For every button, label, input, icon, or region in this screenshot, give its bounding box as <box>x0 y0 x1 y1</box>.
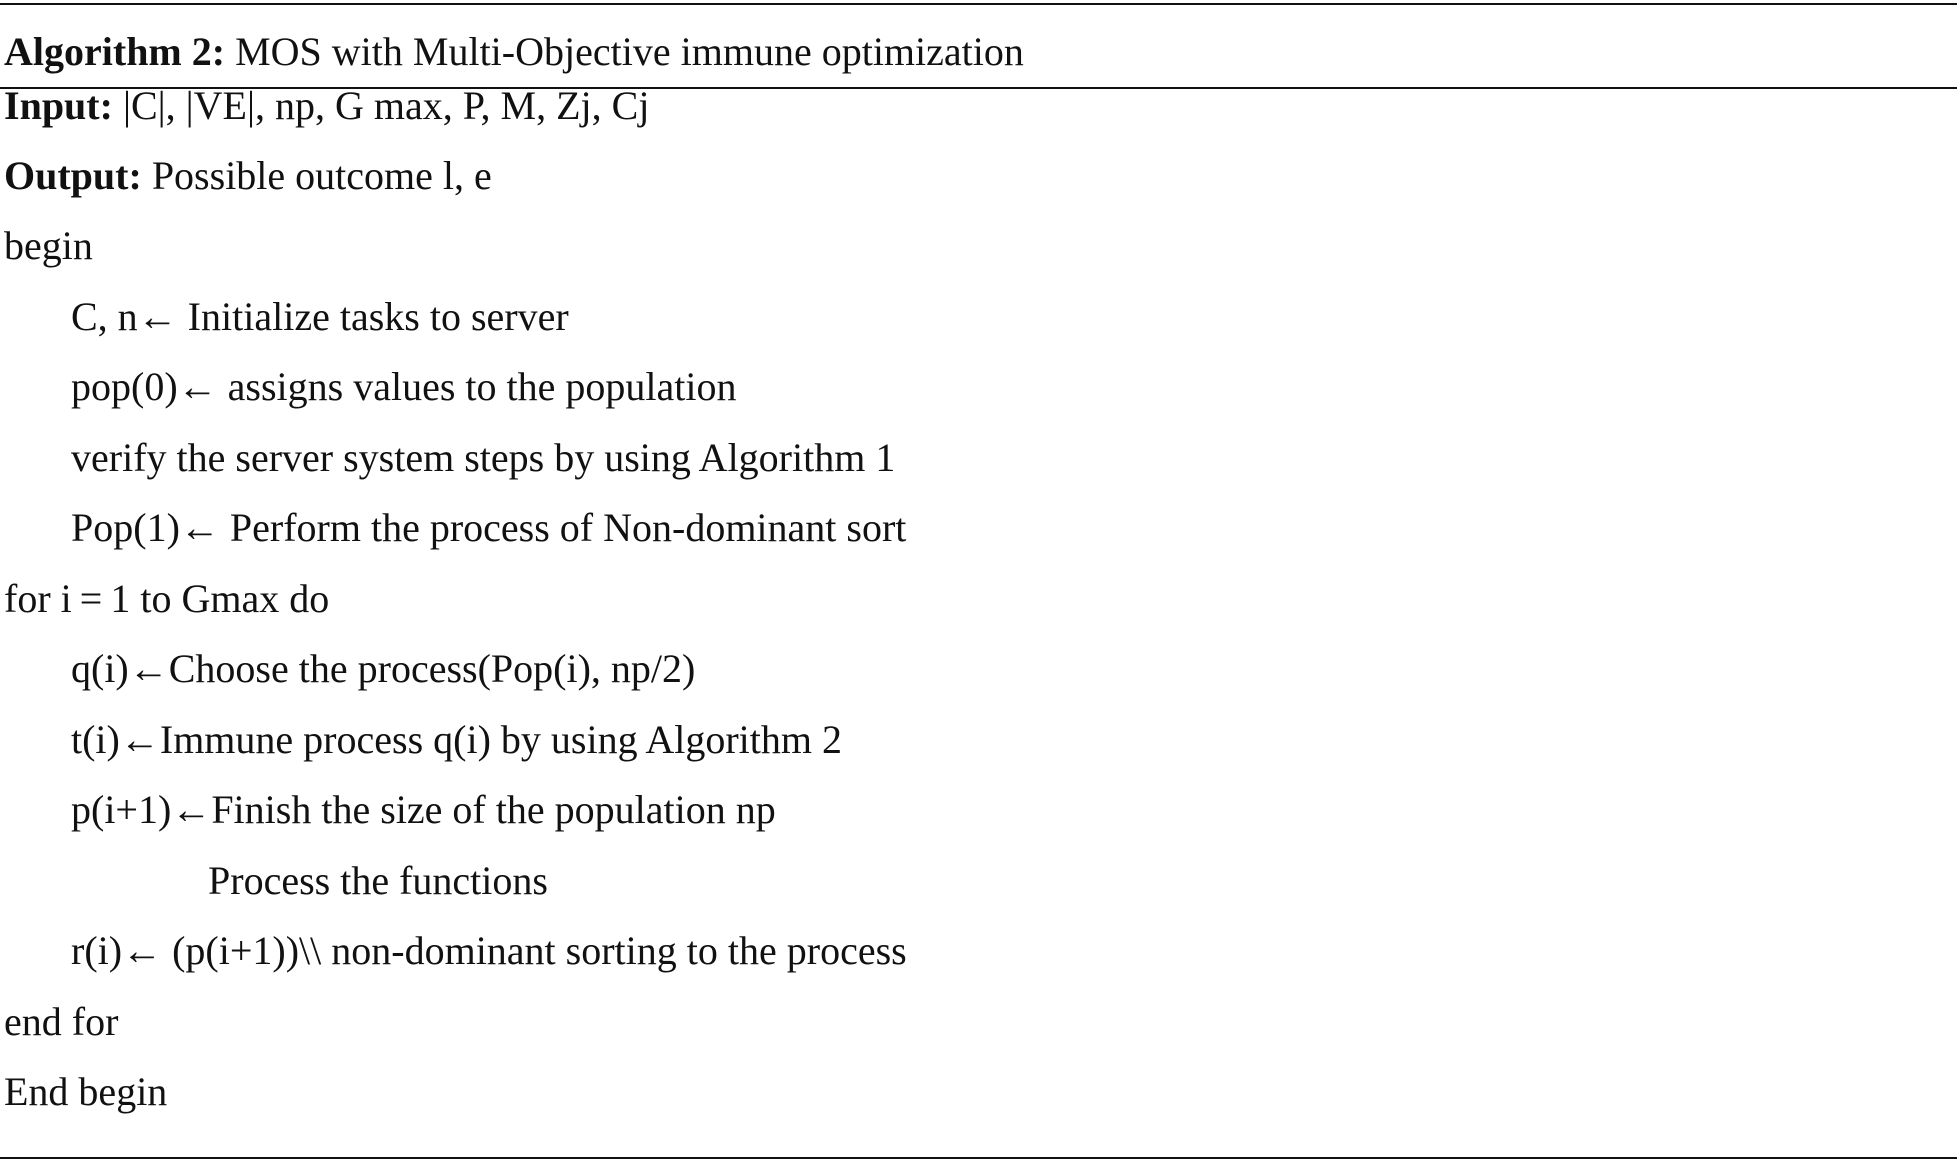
code-line-verify: verify the server system steps by using Algorithm 1 <box>71 435 896 480</box>
code-line-begin: begin <box>4 223 93 268</box>
code-line-endbegin: End begin <box>4 1069 168 1114</box>
code-line-process: Process the functions <box>208 858 548 903</box>
input-value: |C|, |VE|, np, G max, P, M, Zj, Cj <box>122 83 650 128</box>
algorithm-title: MOS with Multi-Objective immune optimization <box>235 29 1024 74</box>
output-value: Possible outcome l, e <box>151 153 492 198</box>
algorithm-label: Algorithm 2: <box>4 29 226 74</box>
output-line <box>4 152 492 200</box>
code-line-pop1: Pop(1)← Perform the process of Non-dominant sort <box>71 505 907 550</box>
input-label: Input: <box>4 83 113 128</box>
bottom-rule <box>0 1157 1957 1159</box>
output-label: Output: <box>4 153 142 198</box>
code-line-t: t(i)←Immune process q(i) by using Algorithm 2 <box>71 717 843 762</box>
code-line-for: for i = 1 to Gmax do <box>4 576 330 621</box>
code-line-q: q(i)←Choose the process(Pop(i), np/2) <box>71 646 696 691</box>
code-line-init: C, n← Initialize tasks to server <box>71 294 569 339</box>
code-line-pop0: pop(0)← assigns values to the population <box>71 364 737 409</box>
code-line-endfor: end for <box>4 999 119 1044</box>
top-rule <box>0 3 1957 5</box>
code-line-p: p(i+1)←Finish the size of the population np <box>71 787 776 832</box>
algorithm-header <box>4 28 1024 76</box>
input-line <box>4 82 649 130</box>
code-line-r: r(i)← (p(i+1))\\ non-dominant sorting to the process <box>71 928 907 973</box>
